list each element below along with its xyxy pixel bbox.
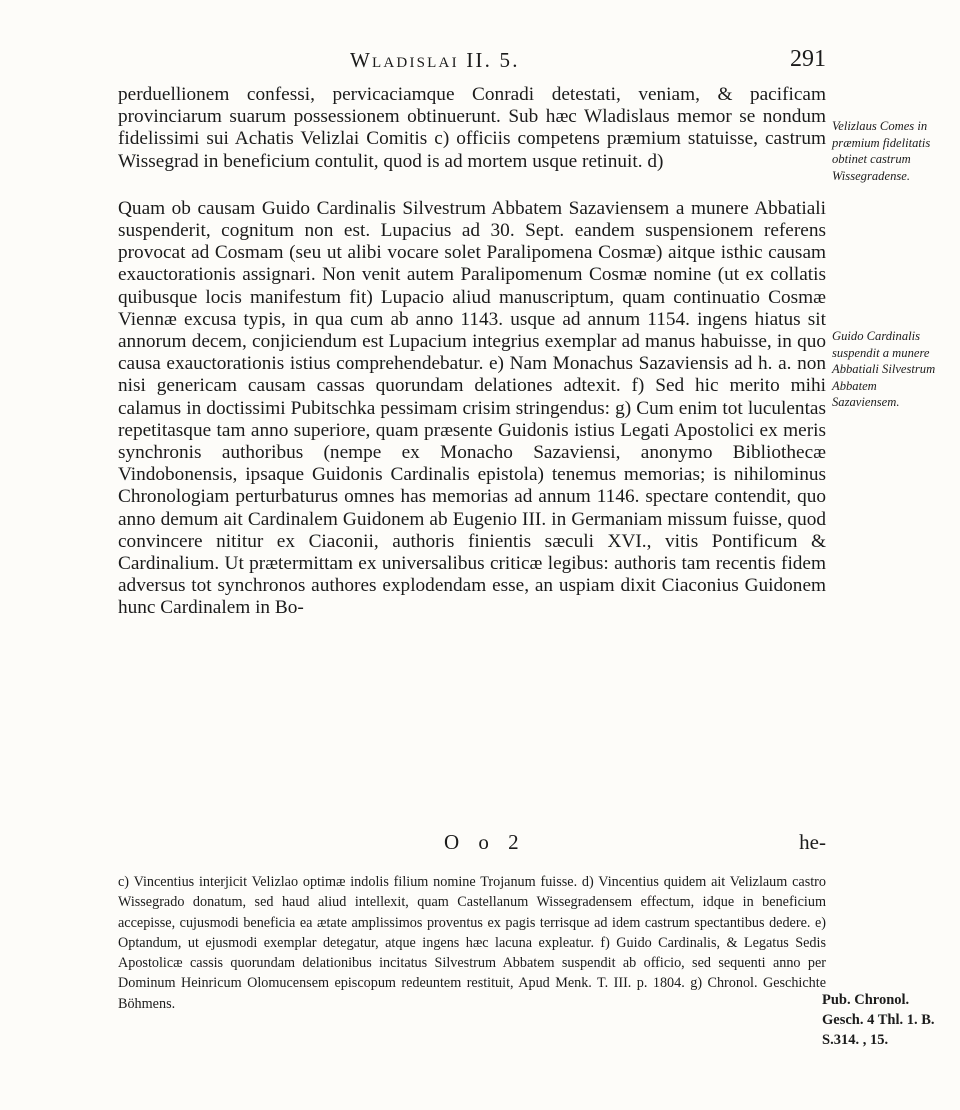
running-head: Wladislai II. 5. bbox=[350, 48, 520, 72]
page-number: 291 bbox=[790, 46, 826, 72]
margin-reference: Pub. Chronol. Gesch. 4 Thl. 1. B. S.314. , 15. bbox=[822, 992, 935, 1048]
margin-note-velizlaus: Velizlaus Comes in præmium fidelitatis obtinet castrum Wissegradense. bbox=[832, 119, 931, 183]
catchword: he- bbox=[799, 830, 826, 854]
paragraph-2: Quam ob causam Guido Cardinalis Silvestrum Abbatem Sazaviensem a munere Abbatiali suspenderit, cognitum non est. Lupacius ad 30. Sept. eandem suspensionem referens provocat ad Cosmam (seu ut alibi vocare solet Paralipomena Cosmæ) aitque isthic causam exauctorationis assignari. Non venit autem Paralipomenum Cosmæ nomine (ut ex collatis quibusque locis manifestum fit) Lupacio aliud manuscriptum, quam continuatio Cosmæ Viennæ excusa typis, in qua cum ab anno 1143. usque ad annum 1154. ingens hiatus sit annorum decem, conjiciendum est Lupacium integrius exemplar ad manus habuisse, in quo causa exauctorationis istius comprehendebatur. e) Nam Monachus Sazaviensis ad h. a. non nisi genericam causam cassas quorundam delationes adtexit. f) Sed hic merito mihi calamus in doctissimi Pubitschka pessimam crisim stringendus: g) Cum enim tot luculentas repetitasque tam anno superiore, quam præsente Guidonis istius Legati Apostolici ex meris synchronis authoribus (nempe ex Monacho Sazaviensi, anonymo Bibliothecæ Vindobonensis, ipsaque Guidonis Cardinalis epistola) tenemus memorias; is nihilominus Chronologiam perturbaturus omnes has memorias ad annum 1146. spectare contendit, quo anno demum ait Cardinalem Guidonem ab Eugenio III. in Germaniam missum fuisse, quod convincere nititur ex Ciaconii, authoris finientis sæculi XVI., vitis Pontificum & Cardinalium. Ut prætermittam ex universalibus criticæ legibus: authoris tam recentis fidem adversus tot synchronos authores explodendam esse, an uspiam dixit Ciaconius Guidonem hunc Cardinalem in Bo- bbox=[118, 197, 826, 619]
paragraph-1: perduellionem confessi, pervicaciamque Conradi detestati, veniam, & pacificam provinciarum suarum possessionem obtinuerunt. Sub hæc Wladislaus memor se nondum fidelissimi sui Achatis Velizlai Comitis c) officiis competens præmium statuisse, castrum Wissegrad in beneficium contulit, quod is ad mortem usque retinuit. d) bbox=[118, 84, 826, 172]
footnotes bbox=[118, 872, 826, 1014]
page-footer bbox=[118, 830, 826, 858]
page-header bbox=[118, 46, 826, 80]
signature-mark: O o 2 bbox=[444, 830, 526, 854]
margin-note-guido: Guido Cardinalis suspendit a munere Abbatiali Silvestrum Abbatem Sazaviensem. bbox=[832, 329, 936, 409]
footnote-text: c) Vincentius interjicit Velizlao optimæ indolis filium nomine Trojanum fuisse. d) Vincentius quidem ait Velizlaum castro Wissegrado donatum, sed haud aliud intellexit, quam Castellanum Wissegradensem effectum, idque in beneficium accepisse, cujusmodi beneficia ea ætate amplissimos proventus ex pagis terrisque ad idem castrum spectantibus dedere. e) Optandum, ut ejusmodi exemplar detegatur, atque ingens hæc lacuna expleatur. f) Guido Cardinalis, & Legatus Sedis Apostolicæ cassis quorundam delationibus incitatus Silvestrum Abbatem suspendit ab officio, sed sequenti anno per Dominum Heinricum Olomucensem episcopum redeuntem restituit, Apud Menk. T. III. p. 1804. g) Chronol. Geschichte Böhmens. bbox=[118, 874, 826, 1012]
main-text bbox=[118, 84, 826, 620]
